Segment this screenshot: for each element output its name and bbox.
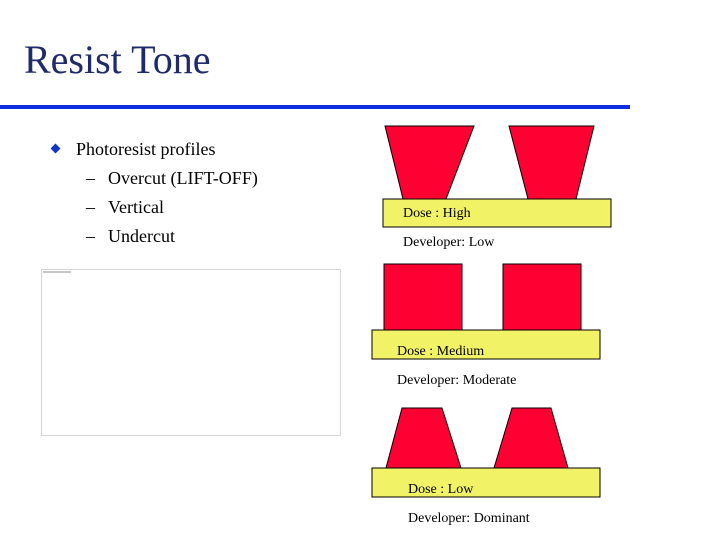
dash-bullet-icon: – [86, 168, 95, 188]
dose-label: Dose : Medium [397, 344, 485, 359]
developer-label: Developer: Dominant [408, 511, 530, 526]
sub-bullet-label: Overcut (LIFT-OFF) [108, 168, 258, 188]
developer-label: Developer: Low [403, 235, 495, 250]
resist-block-right [503, 264, 581, 330]
resist-block-left [386, 408, 461, 468]
sub-bullet-label: Vertical [108, 197, 164, 217]
dash-bullet-icon: – [86, 226, 95, 246]
slide-title: Resist Tone [24, 37, 211, 82]
dose-label: Dose : Low [408, 482, 474, 497]
resist-block-right [509, 126, 594, 199]
resist-block-left [384, 264, 462, 330]
profile-vertical [372, 264, 600, 388]
bullet-label: Photoresist profiles [76, 139, 216, 159]
dose-label: Dose : High [403, 206, 471, 221]
profile-overcut [383, 126, 611, 250]
profile-undercut [372, 408, 600, 526]
dash-bullet-icon: – [86, 197, 95, 217]
substrate-layer [372, 468, 600, 497]
developer-label: Developer: Moderate [397, 373, 517, 388]
resist-block-left [385, 126, 474, 199]
resist-block-right [494, 408, 568, 468]
sub-bullet-label: Undercut [108, 226, 175, 246]
